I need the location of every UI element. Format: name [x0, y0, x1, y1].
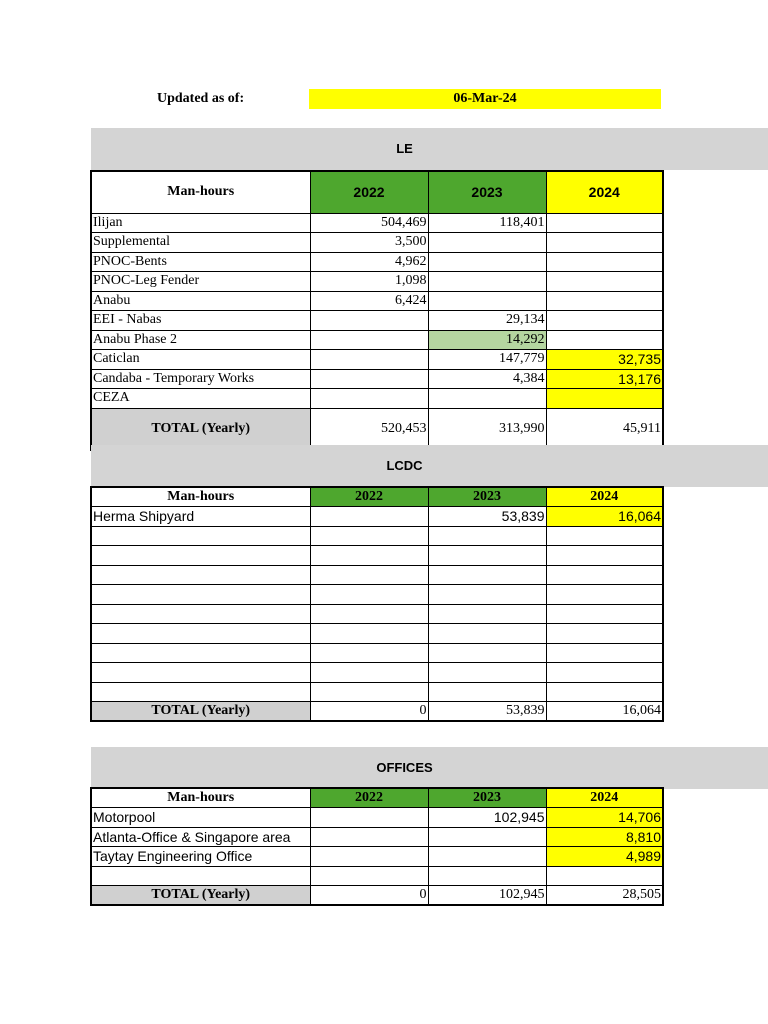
- row-name: Taytay Engineering Office: [91, 847, 310, 867]
- section-title-le: LE: [396, 141, 413, 156]
- le-header-manhours: Man-hours: [91, 171, 310, 213]
- cell-2023: 14,292: [428, 330, 546, 350]
- lcdc-header-2023: 2023: [428, 487, 546, 507]
- lcdc-header-2024: 2024: [546, 487, 663, 507]
- table-row: [91, 682, 663, 702]
- cell-2022: 6,424: [310, 291, 428, 311]
- total-2022: 0: [310, 886, 428, 906]
- updated-date: 06-Mar-24: [309, 89, 661, 109]
- table-row: [91, 565, 663, 585]
- cell-2024: 16,064: [546, 507, 663, 527]
- cell-2023: 118,401: [428, 213, 546, 233]
- cell-2022: 4,962: [310, 252, 428, 272]
- empty-cell: [546, 546, 663, 566]
- empty-cell: [428, 546, 546, 566]
- cell-2023: [428, 291, 546, 311]
- empty-cell: [91, 866, 310, 886]
- section-band-lcdc: [91, 445, 768, 487]
- empty-cell: [546, 565, 663, 585]
- cell-2023: [428, 389, 546, 409]
- table-row: [91, 350, 663, 370]
- table-row: [91, 663, 663, 683]
- total-2024: 45,911: [546, 408, 663, 450]
- cell-2022: [310, 369, 428, 389]
- cell-2022: [310, 389, 428, 409]
- empty-cell: [91, 604, 310, 624]
- cell-2023: [428, 233, 546, 253]
- lcdc-table: [90, 486, 664, 722]
- table-row: [91, 604, 663, 624]
- cell-2024: [546, 311, 663, 331]
- empty-cell: [91, 663, 310, 683]
- cell-2022: [310, 350, 428, 370]
- cell-2023: [428, 847, 546, 867]
- row-name: Caticlan: [91, 350, 310, 370]
- section-band-offices: [91, 747, 768, 789]
- empty-cell: [428, 624, 546, 644]
- row-name: Motorpool: [91, 808, 310, 828]
- empty-cell: [91, 585, 310, 605]
- empty-cell: [546, 526, 663, 546]
- cell-2023: [428, 272, 546, 292]
- le-table: [90, 170, 664, 451]
- cell-2024: [546, 389, 663, 409]
- row-name: Anabu: [91, 291, 310, 311]
- lcdc-header-manhours: Man-hours: [91, 487, 310, 507]
- empty-cell: [546, 604, 663, 624]
- table-row: [91, 585, 663, 605]
- empty-cell: [310, 565, 428, 585]
- total-2023: 102,945: [428, 886, 546, 906]
- cell-2024: [546, 213, 663, 233]
- cell-2022: [310, 847, 428, 867]
- empty-cell: [428, 565, 546, 585]
- empty-cell: [310, 585, 428, 605]
- total-2024: 16,064: [546, 702, 663, 722]
- empty-cell: [91, 546, 310, 566]
- empty-cell: [428, 643, 546, 663]
- empty-cell: [428, 866, 546, 886]
- cell-2022: [310, 311, 428, 331]
- empty-cell: [91, 526, 310, 546]
- total-2023: 53,839: [428, 702, 546, 722]
- total-2022: 0: [310, 702, 428, 722]
- total-2024: 28,505: [546, 886, 663, 906]
- empty-cell: [428, 526, 546, 546]
- offices-header-2022: 2022: [310, 788, 428, 808]
- le-header-2024: 2024: [546, 171, 663, 213]
- empty-cell: [546, 866, 663, 886]
- table-row: [91, 808, 663, 828]
- cell-2023: 53,839: [428, 507, 546, 527]
- table-row: [91, 827, 663, 847]
- empty-cell: [428, 585, 546, 605]
- table-row: [91, 291, 663, 311]
- empty-cell: [91, 624, 310, 644]
- cell-2024: 8,810: [546, 827, 663, 847]
- table-row: [91, 272, 663, 292]
- empty-cell: [428, 682, 546, 702]
- empty-cell: [546, 663, 663, 683]
- offices-header-2024: 2024: [546, 788, 663, 808]
- empty-cell: [91, 565, 310, 585]
- row-name: EEI - Nabas: [91, 311, 310, 331]
- row-name: Candaba - Temporary Works: [91, 369, 310, 389]
- table-row: [91, 847, 663, 867]
- le-total-row: [91, 408, 663, 450]
- empty-cell: [310, 643, 428, 663]
- lcdc-header-2022: 2022: [310, 487, 428, 507]
- cell-2023: 29,134: [428, 311, 546, 331]
- cell-2024: [546, 330, 663, 350]
- table-row: [91, 507, 663, 527]
- offices-header-row: [91, 788, 663, 808]
- cell-2022: 504,469: [310, 213, 428, 233]
- cell-2024: [546, 291, 663, 311]
- cell-2023: 147,779: [428, 350, 546, 370]
- cell-2024: 32,735: [546, 350, 663, 370]
- empty-cell: [310, 604, 428, 624]
- lcdc-header-row: [91, 487, 663, 507]
- table-row: [91, 252, 663, 272]
- cell-2024: [546, 252, 663, 272]
- section-band-le: [91, 128, 768, 170]
- cell-2022: [310, 827, 428, 847]
- row-name: Atlanta-Office & Singapore area: [91, 827, 310, 847]
- total-label: TOTAL (Yearly): [91, 702, 310, 722]
- table-row: [91, 624, 663, 644]
- le-header-2022: 2022: [310, 171, 428, 213]
- offices-header-2023: 2023: [428, 788, 546, 808]
- cell-2023: [428, 252, 546, 272]
- cell-2022: [310, 330, 428, 350]
- table-row: [91, 330, 663, 350]
- row-name: CEZA: [91, 389, 310, 409]
- empty-cell: [310, 526, 428, 546]
- empty-cell: [428, 604, 546, 624]
- cell-2022: [310, 808, 428, 828]
- section-title-lcdc: LCDC: [386, 458, 423, 473]
- table-row: [91, 643, 663, 663]
- empty-cell: [91, 643, 310, 663]
- empty-cell: [310, 546, 428, 566]
- cell-2024: [546, 272, 663, 292]
- table-row: [91, 369, 663, 389]
- row-name: Supplemental: [91, 233, 310, 253]
- total-label: TOTAL (Yearly): [91, 886, 310, 906]
- empty-cell: [546, 682, 663, 702]
- total-2022: 520,453: [310, 408, 428, 450]
- row-name: Ilijan: [91, 213, 310, 233]
- row-name: PNOC-Leg Fender: [91, 272, 310, 292]
- le-header-2023: 2023: [428, 171, 546, 213]
- cell-2024: 4,989: [546, 847, 663, 867]
- cell-2024: 14,706: [546, 808, 663, 828]
- empty-cell: [310, 682, 428, 702]
- cell-2024: [546, 233, 663, 253]
- lcdc-total-row: [91, 702, 663, 722]
- table-row: [91, 311, 663, 331]
- empty-cell: [91, 682, 310, 702]
- table-row: [91, 526, 663, 546]
- cell-2023: [428, 827, 546, 847]
- cell-2022: [310, 507, 428, 527]
- table-row: [91, 233, 663, 253]
- offices-table: [90, 787, 664, 906]
- row-name: Anabu Phase 2: [91, 330, 310, 350]
- empty-cell: [546, 585, 663, 605]
- table-row: [91, 546, 663, 566]
- empty-cell: [546, 624, 663, 644]
- table-row: [91, 389, 663, 409]
- row-name: Herma Shipyard: [91, 507, 310, 527]
- empty-cell: [310, 624, 428, 644]
- cell-2023: 102,945: [428, 808, 546, 828]
- offices-header-manhours: Man-hours: [91, 788, 310, 808]
- total-2023: 313,990: [428, 408, 546, 450]
- updated-as-of-label: Updated as of:: [157, 91, 245, 106]
- cell-2023: 4,384: [428, 369, 546, 389]
- empty-cell: [310, 866, 428, 886]
- empty-cell: [546, 643, 663, 663]
- total-label: TOTAL (Yearly): [91, 408, 310, 450]
- table-row: [91, 866, 663, 886]
- le-header-row: [91, 171, 663, 213]
- empty-cell: [310, 663, 428, 683]
- cell-2022: 1,098: [310, 272, 428, 292]
- section-title-offices: OFFICES: [376, 760, 433, 775]
- offices-total-row: [91, 886, 663, 906]
- empty-cell: [428, 663, 546, 683]
- table-row: [91, 213, 663, 233]
- cell-2022: 3,500: [310, 233, 428, 253]
- row-name: PNOC-Bents: [91, 252, 310, 272]
- cell-2024: 13,176: [546, 369, 663, 389]
